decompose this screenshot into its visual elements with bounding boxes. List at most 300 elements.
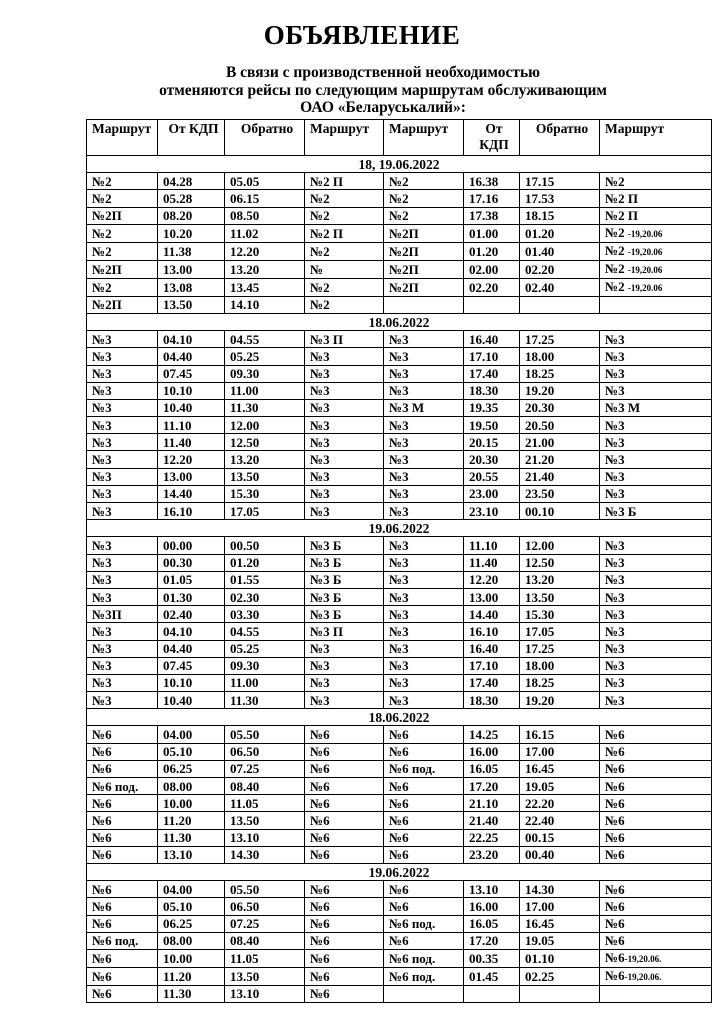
table-cell: 13.20 xyxy=(520,571,600,588)
table-cell: 10.20 xyxy=(158,224,225,242)
table-row xyxy=(87,588,712,605)
table-cell: №3 xyxy=(384,434,464,451)
table-cell: №3 М xyxy=(384,399,464,416)
table-cell: 04.55 xyxy=(225,623,305,640)
table-cell: №6 под. xyxy=(87,932,158,949)
table-cell: 12.20 xyxy=(464,571,520,588)
table-cell: №3 xyxy=(305,468,384,485)
table-cell: 11.02 xyxy=(225,224,305,242)
table-cell: №3 xyxy=(384,537,464,554)
table-cell: 12.20 xyxy=(225,242,305,260)
table-cell: 16.40 xyxy=(464,640,520,657)
table-row xyxy=(87,278,712,296)
table-cell: 11.05 xyxy=(225,949,305,967)
table-cell: №6 xyxy=(384,932,464,949)
table-cell: №3 xyxy=(600,382,712,399)
table-row xyxy=(87,468,712,485)
table-cell: №2 xyxy=(384,173,464,190)
table-cell: 02.00 xyxy=(464,260,520,278)
table-cell: 06.25 xyxy=(158,915,225,932)
table-cell: №6 xyxy=(600,812,712,829)
table-cell: 00.40 xyxy=(520,846,600,863)
table-row xyxy=(87,606,712,623)
table-cell: №3 xyxy=(600,468,712,485)
table-cell: 10.10 xyxy=(158,674,225,691)
table-cell: 17.38 xyxy=(464,207,520,224)
table-cell: №3 xyxy=(87,417,158,434)
table-cell: №3 xyxy=(384,640,464,657)
table-cell: №3 xyxy=(600,606,712,623)
table-cell: 16.05 xyxy=(464,915,520,932)
table-cell: №2П xyxy=(384,242,464,260)
table-cell: №6 xyxy=(305,985,384,1002)
table-row xyxy=(87,674,712,691)
table-cell: №6 xyxy=(384,743,464,760)
table-cell: 17.10 xyxy=(464,657,520,674)
table-cell: №6 xyxy=(87,812,158,829)
table-cell: №6 xyxy=(600,932,712,949)
table-cell xyxy=(520,985,600,1002)
subtitle-line-1: В связи с производственной необходимостью xyxy=(225,64,541,81)
table-cell: 12.20 xyxy=(158,451,225,468)
table-cell: 13.50 xyxy=(225,468,305,485)
table-cell: 09.30 xyxy=(225,657,305,674)
table-cell: 01.10 xyxy=(520,949,600,967)
table-cell: №2 xyxy=(305,296,384,313)
table-cell: 17.40 xyxy=(464,365,520,382)
date-section-row xyxy=(87,863,712,880)
table-row xyxy=(87,242,712,260)
table-cell: 02.30 xyxy=(225,588,305,605)
table-cell: 01.55 xyxy=(225,571,305,588)
table-cell: 03.30 xyxy=(225,606,305,623)
table-cell: №2 xyxy=(87,190,158,207)
table-cell: №3 xyxy=(87,657,158,674)
table-cell: 04.40 xyxy=(158,640,225,657)
table-cell: №6 xyxy=(87,795,158,812)
table-row xyxy=(87,623,712,640)
table-cell xyxy=(464,985,520,1002)
table-cell: 16.40 xyxy=(464,331,520,348)
table-cell: №3 xyxy=(87,640,158,657)
table-cell: 17.16 xyxy=(464,190,520,207)
table-cell: №3 xyxy=(384,485,464,502)
table-row xyxy=(87,949,712,967)
table-cell: №3 xyxy=(87,503,158,520)
table-cell: 23.00 xyxy=(464,485,520,502)
table-cell: 21.40 xyxy=(464,812,520,829)
table-cell: №6 xyxy=(87,846,158,863)
table-cell: №2 П xyxy=(600,207,712,224)
table-cell: №3 xyxy=(600,417,712,434)
table-cell: 10.00 xyxy=(158,795,225,812)
table-cell: №6 xyxy=(87,949,158,967)
table-cell: №6 xyxy=(305,898,384,915)
table-cell: 05.25 xyxy=(225,348,305,365)
table-row xyxy=(87,795,712,812)
table-cell: №3 xyxy=(87,674,158,691)
table-cell: №6 xyxy=(305,812,384,829)
table-cell xyxy=(464,296,520,313)
table-row xyxy=(87,434,712,451)
table-cell: №3 xyxy=(87,468,158,485)
table-cell: 19.35 xyxy=(464,399,520,416)
table-cell: 13.10 xyxy=(225,829,305,846)
section-date: 18, 19.06.2022 xyxy=(87,156,712,173)
table-cell: 00.30 xyxy=(158,554,225,571)
table-cell: 18.00 xyxy=(520,348,600,365)
table-cell: №3 xyxy=(87,554,158,571)
table-row xyxy=(87,829,712,846)
table-cell: №6 xyxy=(87,898,158,915)
table-cell: №6 xyxy=(600,846,712,863)
table-header-row xyxy=(87,120,712,156)
table-cell: 08.40 xyxy=(225,778,305,795)
table-cell: №6 xyxy=(87,985,158,1002)
table-row xyxy=(87,451,712,468)
section-date: 19.06.2022 xyxy=(87,863,712,880)
table-cell: №6 xyxy=(305,829,384,846)
table-cell: №3 xyxy=(600,640,712,657)
table-cell: 05.25 xyxy=(225,640,305,657)
table-cell: №3 xyxy=(600,674,712,691)
table-cell xyxy=(384,296,464,313)
table-row xyxy=(87,812,712,829)
table-row xyxy=(87,915,712,932)
table-cell: 17.20 xyxy=(464,932,520,949)
table-cell: 04.00 xyxy=(158,881,225,898)
table-cell: №3 М xyxy=(600,399,712,416)
column-header: Маршрут xyxy=(87,120,158,156)
table-row xyxy=(87,260,712,278)
table-cell: 04.00 xyxy=(158,726,225,743)
table-cell: №3 xyxy=(305,434,384,451)
table-cell: 08.20 xyxy=(158,207,225,224)
table-cell: №3 xyxy=(600,537,712,554)
table-cell: 17.20 xyxy=(464,778,520,795)
table-cell: 04.10 xyxy=(158,623,225,640)
table-cell: №6 xyxy=(305,795,384,812)
table-cell: №3 xyxy=(384,382,464,399)
table-cell: №6 xyxy=(600,726,712,743)
table-cell: №2 xyxy=(305,278,384,296)
column-header: Обратно xyxy=(520,120,600,156)
table-cell xyxy=(600,985,712,1002)
table-row xyxy=(87,726,712,743)
section-date: 19.06.2022 xyxy=(87,520,712,537)
table-cell: №3 xyxy=(600,588,712,605)
table-cell: 05.05 xyxy=(225,173,305,190)
table-cell: 13.45 xyxy=(225,278,305,296)
table-cell: 20.30 xyxy=(464,451,520,468)
table-cell: №2 П xyxy=(305,173,384,190)
table-row xyxy=(87,296,712,313)
table-cell: 20.15 xyxy=(464,434,520,451)
table-cell: №3 xyxy=(384,554,464,571)
table-cell: 10.40 xyxy=(158,692,225,709)
table-row xyxy=(87,365,712,382)
table-row xyxy=(87,348,712,365)
table-cell: 18.00 xyxy=(520,657,600,674)
table-cell: №6 xyxy=(305,932,384,949)
table-cell: №6 xyxy=(384,846,464,863)
table-row xyxy=(87,743,712,760)
table-cell: 06.15 xyxy=(225,190,305,207)
table-cell: 11.40 xyxy=(158,434,225,451)
table-cell: №6 xyxy=(305,846,384,863)
table-cell: №2П xyxy=(384,260,464,278)
table-cell: 07.45 xyxy=(158,365,225,382)
table-cell: №3 Б xyxy=(305,588,384,605)
table-cell: №3 xyxy=(600,434,712,451)
table-cell: 14.10 xyxy=(225,296,305,313)
table-cell: 12.50 xyxy=(520,554,600,571)
table-cell: №6 xyxy=(305,881,384,898)
table-cell: 02.20 xyxy=(520,260,600,278)
table-cell: 11.20 xyxy=(158,967,225,985)
table-cell: №3 xyxy=(305,640,384,657)
table-cell: №3 xyxy=(305,348,384,365)
table-row xyxy=(87,485,712,502)
table-cell: 17.40 xyxy=(464,674,520,691)
table-cell: №3 xyxy=(87,382,158,399)
table-cell: 21.20 xyxy=(520,451,600,468)
table-row xyxy=(87,382,712,399)
table-cell: №6 xyxy=(600,829,712,846)
table-cell: 17.05 xyxy=(225,503,305,520)
table-cell: №6-19,20.06. xyxy=(600,967,712,985)
table-cell: 20.50 xyxy=(520,417,600,434)
table-cell: 11.30 xyxy=(225,399,305,416)
table-cell: №3 xyxy=(87,485,158,502)
table-cell: 11.10 xyxy=(464,537,520,554)
table-cell: 11.30 xyxy=(225,692,305,709)
table-cell: 13.20 xyxy=(225,260,305,278)
table-cell: 13.50 xyxy=(158,296,225,313)
table-row xyxy=(87,554,712,571)
table-cell: 10.00 xyxy=(158,949,225,967)
table-cell: 08.50 xyxy=(225,207,305,224)
table-cell: №3 xyxy=(600,451,712,468)
table-cell xyxy=(384,985,464,1002)
table-cell: 06.50 xyxy=(225,743,305,760)
table-cell: №3 xyxy=(305,365,384,382)
table-cell: №2 xyxy=(87,278,158,296)
table-cell xyxy=(520,296,600,313)
table-row xyxy=(87,898,712,915)
table-cell: №3 xyxy=(600,692,712,709)
table-cell: 11.40 xyxy=(464,554,520,571)
table-cell: 01.00 xyxy=(464,224,520,242)
table-cell: №3П xyxy=(87,606,158,623)
table-cell: №3 xyxy=(305,657,384,674)
table-cell: 13.50 xyxy=(225,812,305,829)
table-cell: №6 под. xyxy=(87,778,158,795)
table-cell: 18.25 xyxy=(520,674,600,691)
table-cell: 11.00 xyxy=(225,674,305,691)
table-cell: №3 xyxy=(305,674,384,691)
table-row xyxy=(87,985,712,1002)
table-cell: №6 xyxy=(384,898,464,915)
table-cell: 16.00 xyxy=(464,743,520,760)
table-row xyxy=(87,846,712,863)
table-cell: №6 xyxy=(305,743,384,760)
table-cell: 19.20 xyxy=(520,382,600,399)
table-cell: 06.25 xyxy=(158,760,225,777)
table-cell: 17.15 xyxy=(520,173,600,190)
table-cell: 02.25 xyxy=(520,967,600,985)
table-cell: №3 xyxy=(87,365,158,382)
table-cell: №3 xyxy=(384,571,464,588)
table-cell: 10.10 xyxy=(158,382,225,399)
table-cell: №3 xyxy=(384,692,464,709)
table-cell: №2 xyxy=(384,190,464,207)
table-cell: №2 xyxy=(305,207,384,224)
table-cell: №6 под. xyxy=(384,915,464,932)
table-row xyxy=(87,967,712,985)
table-row xyxy=(87,537,712,554)
table-cell: №6 xyxy=(87,726,158,743)
table-cell: 04.55 xyxy=(225,331,305,348)
table-row xyxy=(87,503,712,520)
table-cell: 07.25 xyxy=(225,760,305,777)
table-cell: №3 xyxy=(305,399,384,416)
table-cell: №6 xyxy=(305,915,384,932)
table-cell: 22.40 xyxy=(520,812,600,829)
table-cell: 07.25 xyxy=(225,915,305,932)
table-cell: №3 xyxy=(87,434,158,451)
table-cell: №6 xyxy=(600,915,712,932)
table-cell: 20.55 xyxy=(464,468,520,485)
schedule-table xyxy=(86,119,712,1003)
table-cell: №3 xyxy=(305,485,384,502)
table-cell: 13.10 xyxy=(225,985,305,1002)
table-cell: 16.10 xyxy=(158,503,225,520)
table-row xyxy=(87,657,712,674)
table-cell: № xyxy=(305,260,384,278)
table-cell: 08.40 xyxy=(225,932,305,949)
table-cell: №6 xyxy=(87,829,158,846)
table-cell: №6-19,20.06. xyxy=(600,949,712,967)
table-cell: №3 xyxy=(87,588,158,605)
table-cell: 19.05 xyxy=(520,778,600,795)
table-cell: №6 xyxy=(384,795,464,812)
table-cell: 01.30 xyxy=(158,588,225,605)
table-cell: №6 xyxy=(384,881,464,898)
date-section-row xyxy=(87,709,712,726)
table-cell: №6 xyxy=(87,881,158,898)
table-cell: 18.30 xyxy=(464,692,520,709)
table-cell: №2 -19,20.06 xyxy=(600,224,712,242)
table-cell: 08.00 xyxy=(158,932,225,949)
table-cell: 04.28 xyxy=(158,173,225,190)
table-cell: №3 xyxy=(87,399,158,416)
table-cell: №2П xyxy=(384,278,464,296)
table-cell: №3 Б xyxy=(305,537,384,554)
table-cell: №3 xyxy=(384,417,464,434)
table-row xyxy=(87,190,712,207)
table-cell: №2 П xyxy=(600,190,712,207)
date-section-row xyxy=(87,156,712,173)
table-cell: №6 под. xyxy=(384,967,464,985)
table-cell: 02.20 xyxy=(464,278,520,296)
table-cell: 17.53 xyxy=(520,190,600,207)
table-cell: 13.10 xyxy=(464,881,520,898)
table-cell: 11.20 xyxy=(158,812,225,829)
table-cell: 01.20 xyxy=(225,554,305,571)
table-cell: 16.15 xyxy=(520,726,600,743)
table-cell: №3 xyxy=(600,657,712,674)
subtitle-line-2: отменяются рейсы по следующим маршрутам обслуживающим xyxy=(159,82,607,99)
table-cell: 16.10 xyxy=(464,623,520,640)
table-row xyxy=(87,760,712,777)
table-cell: 14.25 xyxy=(464,726,520,743)
table-cell: №3 xyxy=(87,571,158,588)
table-cell: 23.20 xyxy=(464,846,520,863)
table-cell: 11.30 xyxy=(158,829,225,846)
table-cell: 16.38 xyxy=(464,173,520,190)
table-cell: №3 xyxy=(87,537,158,554)
table-cell: №3 xyxy=(384,451,464,468)
table-cell: №3 xyxy=(600,571,712,588)
table-cell: 16.45 xyxy=(520,760,600,777)
table-cell xyxy=(600,296,712,313)
table-cell: №2П xyxy=(87,207,158,224)
table-cell: 05.28 xyxy=(158,190,225,207)
table-cell: №2 П xyxy=(305,224,384,242)
table-cell: №3 Б xyxy=(600,503,712,520)
table-cell: №3 xyxy=(600,485,712,502)
table-cell: 18.25 xyxy=(520,365,600,382)
table-cell: 09.30 xyxy=(225,365,305,382)
table-cell: 13.50 xyxy=(225,967,305,985)
table-cell: №3 П xyxy=(305,623,384,640)
table-row xyxy=(87,399,712,416)
table-cell: №6 xyxy=(87,760,158,777)
table-cell: №6 под. xyxy=(384,949,464,967)
table-cell: №6 xyxy=(305,726,384,743)
schedule-table-body xyxy=(87,120,712,1003)
column-header: Обратно xyxy=(225,120,305,156)
table-cell: №6 xyxy=(600,760,712,777)
table-cell: №3 xyxy=(384,606,464,623)
table-cell: №6 xyxy=(384,829,464,846)
table-cell: 05.10 xyxy=(158,898,225,915)
table-cell: №6 xyxy=(384,726,464,743)
section-date: 18.06.2022 xyxy=(87,313,712,330)
table-cell: №3 xyxy=(384,657,464,674)
table-cell: №3 xyxy=(87,331,158,348)
table-cell: 17.05 xyxy=(520,623,600,640)
table-cell: №3 xyxy=(600,554,712,571)
table-row xyxy=(87,417,712,434)
table-cell: №2 xyxy=(87,173,158,190)
table-cell: 15.30 xyxy=(225,485,305,502)
table-cell: 17.25 xyxy=(520,331,600,348)
table-row xyxy=(87,640,712,657)
table-cell: №6 xyxy=(305,949,384,967)
table-cell: №3 xyxy=(384,365,464,382)
table-cell: 04.10 xyxy=(158,331,225,348)
table-row xyxy=(87,932,712,949)
table-row xyxy=(87,331,712,348)
table-cell: №3 xyxy=(305,382,384,399)
table-cell: №3 Б xyxy=(305,571,384,588)
table-cell: №2П xyxy=(87,260,158,278)
table-cell: 21.40 xyxy=(520,468,600,485)
table-row xyxy=(87,224,712,242)
table-cell: 01.05 xyxy=(158,571,225,588)
